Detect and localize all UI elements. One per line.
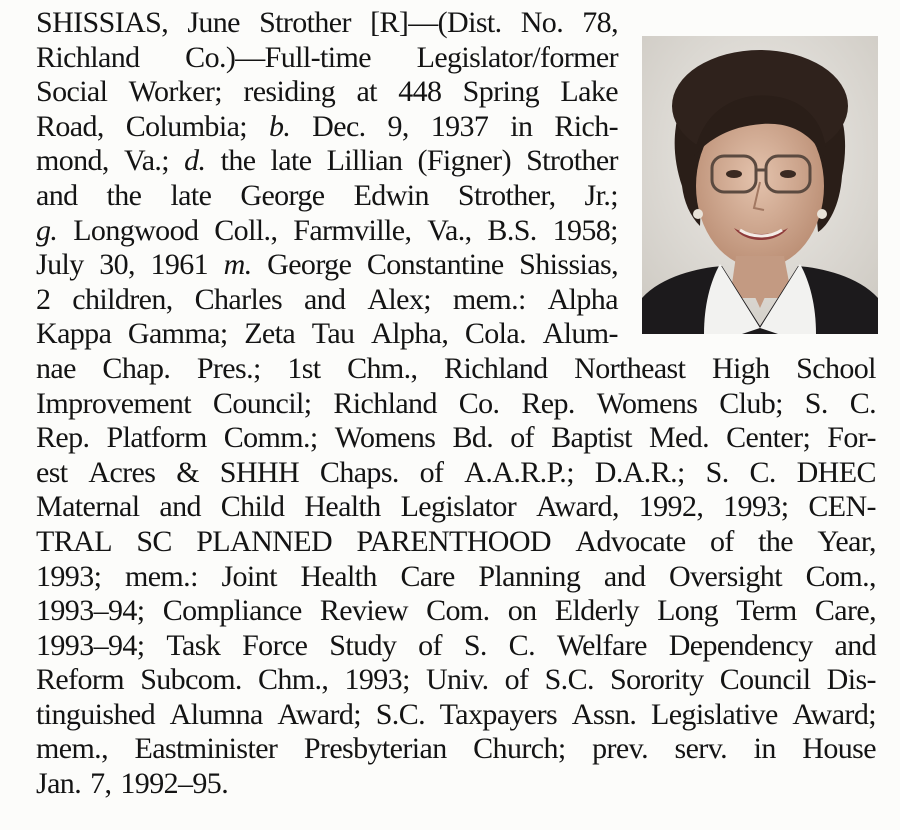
word: prev. [592,732,648,766]
word: Co. [458,386,500,420]
word: George [267,248,352,282]
word: and [159,490,201,524]
word: Baptist [551,421,632,455]
text-line [36,317,618,352]
word: 30, [99,248,135,282]
word: 1958; [552,213,618,247]
text-line [36,490,876,525]
word: Task [166,628,221,662]
word: Tau [311,317,355,351]
word: Lake [560,75,618,109]
word: of [504,663,529,697]
word: & [176,455,199,489]
word: Planning [478,559,581,593]
word: the [220,144,256,178]
text-line [36,283,618,318]
word: Kappa [36,317,112,351]
word: Gamma; [127,317,228,351]
word: 7, [90,767,112,801]
word: Univ. [425,663,489,697]
word: Jan. [36,767,82,801]
word: Care, [814,594,876,628]
word: Richland [444,351,548,385]
word: serv. [674,732,728,766]
word: at [356,75,377,109]
text-line [36,387,876,422]
word: Sorority [610,663,704,697]
word: Alumna [169,697,263,731]
word: Northeast [574,351,686,385]
word: Health [304,490,381,524]
word: [R]—(Dist. [370,6,502,39]
word: and [36,178,78,212]
word: C. [749,455,776,489]
word: S.C. [375,697,425,731]
word: in [753,732,776,766]
word: Columbia; [125,109,248,143]
word: Care [400,559,455,593]
text-line [36,525,876,560]
word: George [240,178,325,212]
word: TRAL [36,524,112,558]
word: Dis- [826,663,876,697]
word: Center; [726,421,811,455]
word: Dec. [312,109,366,143]
word: Force [242,628,308,662]
word: Legislative [650,697,778,731]
word: Elderly [554,594,639,628]
word: Award, [536,490,619,524]
word: Maternal [36,490,140,524]
word: No. [520,6,564,39]
word: Presbyterian [303,732,447,766]
word: PARENTHOOD [356,524,551,558]
word: the [106,178,142,212]
word: Long [657,594,718,628]
word: Joint [221,559,277,593]
text-line [36,767,876,802]
italic-word: g. [36,213,58,247]
word: Alpha [547,282,618,316]
word: Comm.; [223,421,318,455]
text-line [36,698,876,733]
word: Rich- [554,109,618,143]
text-line [36,663,876,698]
word: S.C. [544,663,594,697]
word: 1993; [36,559,102,593]
text-line [36,110,618,145]
word: S. [705,455,729,489]
word [224,248,252,283]
word: C. [849,386,876,420]
word: Charles [194,282,283,316]
text-line [36,421,876,456]
word: mond, [36,144,109,178]
text-line [36,179,618,214]
word: Legislator/former [416,40,618,74]
word: on [507,594,537,628]
text-line [36,629,876,664]
word: Zeta [244,317,296,351]
word: Com., [805,559,876,593]
word: DHEC [796,455,876,489]
text-line [36,248,618,283]
text-line [36,594,876,629]
word: Oversight [669,559,782,593]
word: Assn. [571,697,637,731]
word: Compliance [162,594,302,628]
word: S. [463,628,487,662]
word: Richland [333,386,437,420]
word: children, [72,282,173,316]
word: Award; [792,697,876,731]
word: Strother [259,6,351,39]
word: Alex; [367,282,431,316]
word: Com. [426,594,490,628]
word: Reform [36,663,125,697]
word: Term [736,594,797,628]
word: Med. [648,421,710,455]
text-line [36,560,876,595]
text-line [36,75,618,110]
italic-word: d. [184,144,206,178]
word: SHISSIAS, [36,6,169,39]
word: Advocate [575,524,686,558]
word: the [758,524,793,558]
word: Acres [88,455,156,489]
word: 1992–95. [120,767,229,801]
text-line [36,41,618,76]
word: Farmville, [293,213,412,247]
word: and [603,559,646,593]
word: Chaps. [319,455,399,489]
word: 1993–94; [36,628,145,662]
word: Alum- [542,317,618,351]
text-line [36,214,618,249]
word: Legislator [400,490,517,524]
word: Road, [36,109,104,143]
word: 78, [582,6,618,39]
word [184,144,205,179]
word: mem.: [452,282,526,316]
word: Strother [526,144,618,178]
word: For- [827,421,876,455]
word: Womens [334,421,436,455]
word: Va., [427,213,472,247]
word: 1937 [430,109,489,143]
word: July [36,248,84,282]
word: Dependency [668,628,813,662]
word: CEN- [808,490,876,524]
word: A.A.R.P.; [464,455,574,489]
word: residing [243,75,336,109]
text-line [36,352,876,387]
word: 9, [387,109,409,143]
word: (Figner) [417,144,511,178]
word: and [303,282,346,316]
word: est [36,455,68,489]
word: Child [220,490,285,524]
word: Welfare [556,628,647,662]
word: PLANNED [196,524,333,558]
word: Social [36,75,108,109]
word [36,214,57,249]
word: Review [319,594,408,628]
word: Year, [817,524,876,558]
word: Womens [596,386,698,420]
word: 1993; [344,663,410,697]
word: SHHH [219,455,300,489]
word: Chm., [347,351,418,385]
word: in [510,109,533,143]
word: Chap. [102,351,171,385]
word: Shissias, [519,248,618,282]
word: Longwood [73,213,199,247]
word: and [834,628,876,662]
word: of [709,524,734,558]
italic-word: m. [223,248,252,282]
word: Eastminister [134,732,278,766]
word: Subcom. [140,663,242,697]
text-line [36,732,876,767]
word: Spring [462,75,540,109]
word: late [170,178,212,212]
word: Coll., [214,213,278,247]
word: Taxpayers [439,697,558,731]
text-line [36,456,876,491]
portrait-photo [642,36,878,334]
word: Alpha, [371,317,449,351]
word: D.A.R.; [594,455,685,489]
word: Rep. [36,421,90,455]
word: Improvement [36,386,192,420]
word: Co.)—Full-time [185,40,371,74]
word: Health [300,559,377,593]
word: Rep. [521,386,575,420]
word: mem.: [124,559,198,593]
word: 1992, [638,490,704,524]
word: 1961 [150,248,209,282]
word: of [510,421,535,455]
word: Va.; [123,144,170,178]
word: tinguished [36,697,155,731]
word: Pres.; [196,351,261,385]
word: Cola. [464,317,527,351]
word: School [796,351,876,385]
word: of [418,628,442,662]
word: High [711,351,770,385]
word: Bd. [452,421,494,455]
word: House [802,732,876,766]
word: S. [804,386,828,420]
word: 2 [36,282,51,316]
word: of [419,455,444,489]
word: Edwin [353,178,429,212]
text-line [36,144,618,179]
word: Club; [719,386,783,420]
word: 1993; [723,490,789,524]
word: Jr.; [584,178,618,212]
word: Church; [473,732,566,766]
word: Award; [277,697,362,731]
word: Worker; [128,75,223,109]
word: B.S. [487,213,537,247]
word: late [270,144,312,178]
word: nae [36,351,76,385]
word: Council; [212,386,312,420]
text-line [36,6,618,41]
word: Richland [36,40,140,74]
word: 1st [287,351,321,385]
word: Study [329,628,397,662]
word: C. [508,628,535,662]
italic-word: b. [268,109,291,143]
word [269,110,290,145]
word: Constantine [366,248,504,282]
word: Platform [106,421,207,455]
word: June [187,6,240,39]
word: SC [136,524,172,558]
word: Chm., [257,663,329,697]
word: 1993–94; [36,594,145,628]
word: Council [719,663,811,697]
word: mem., [36,732,108,766]
word: Lillian [326,144,403,178]
word: 448 [398,75,442,109]
word: Strother, [457,178,556,212]
